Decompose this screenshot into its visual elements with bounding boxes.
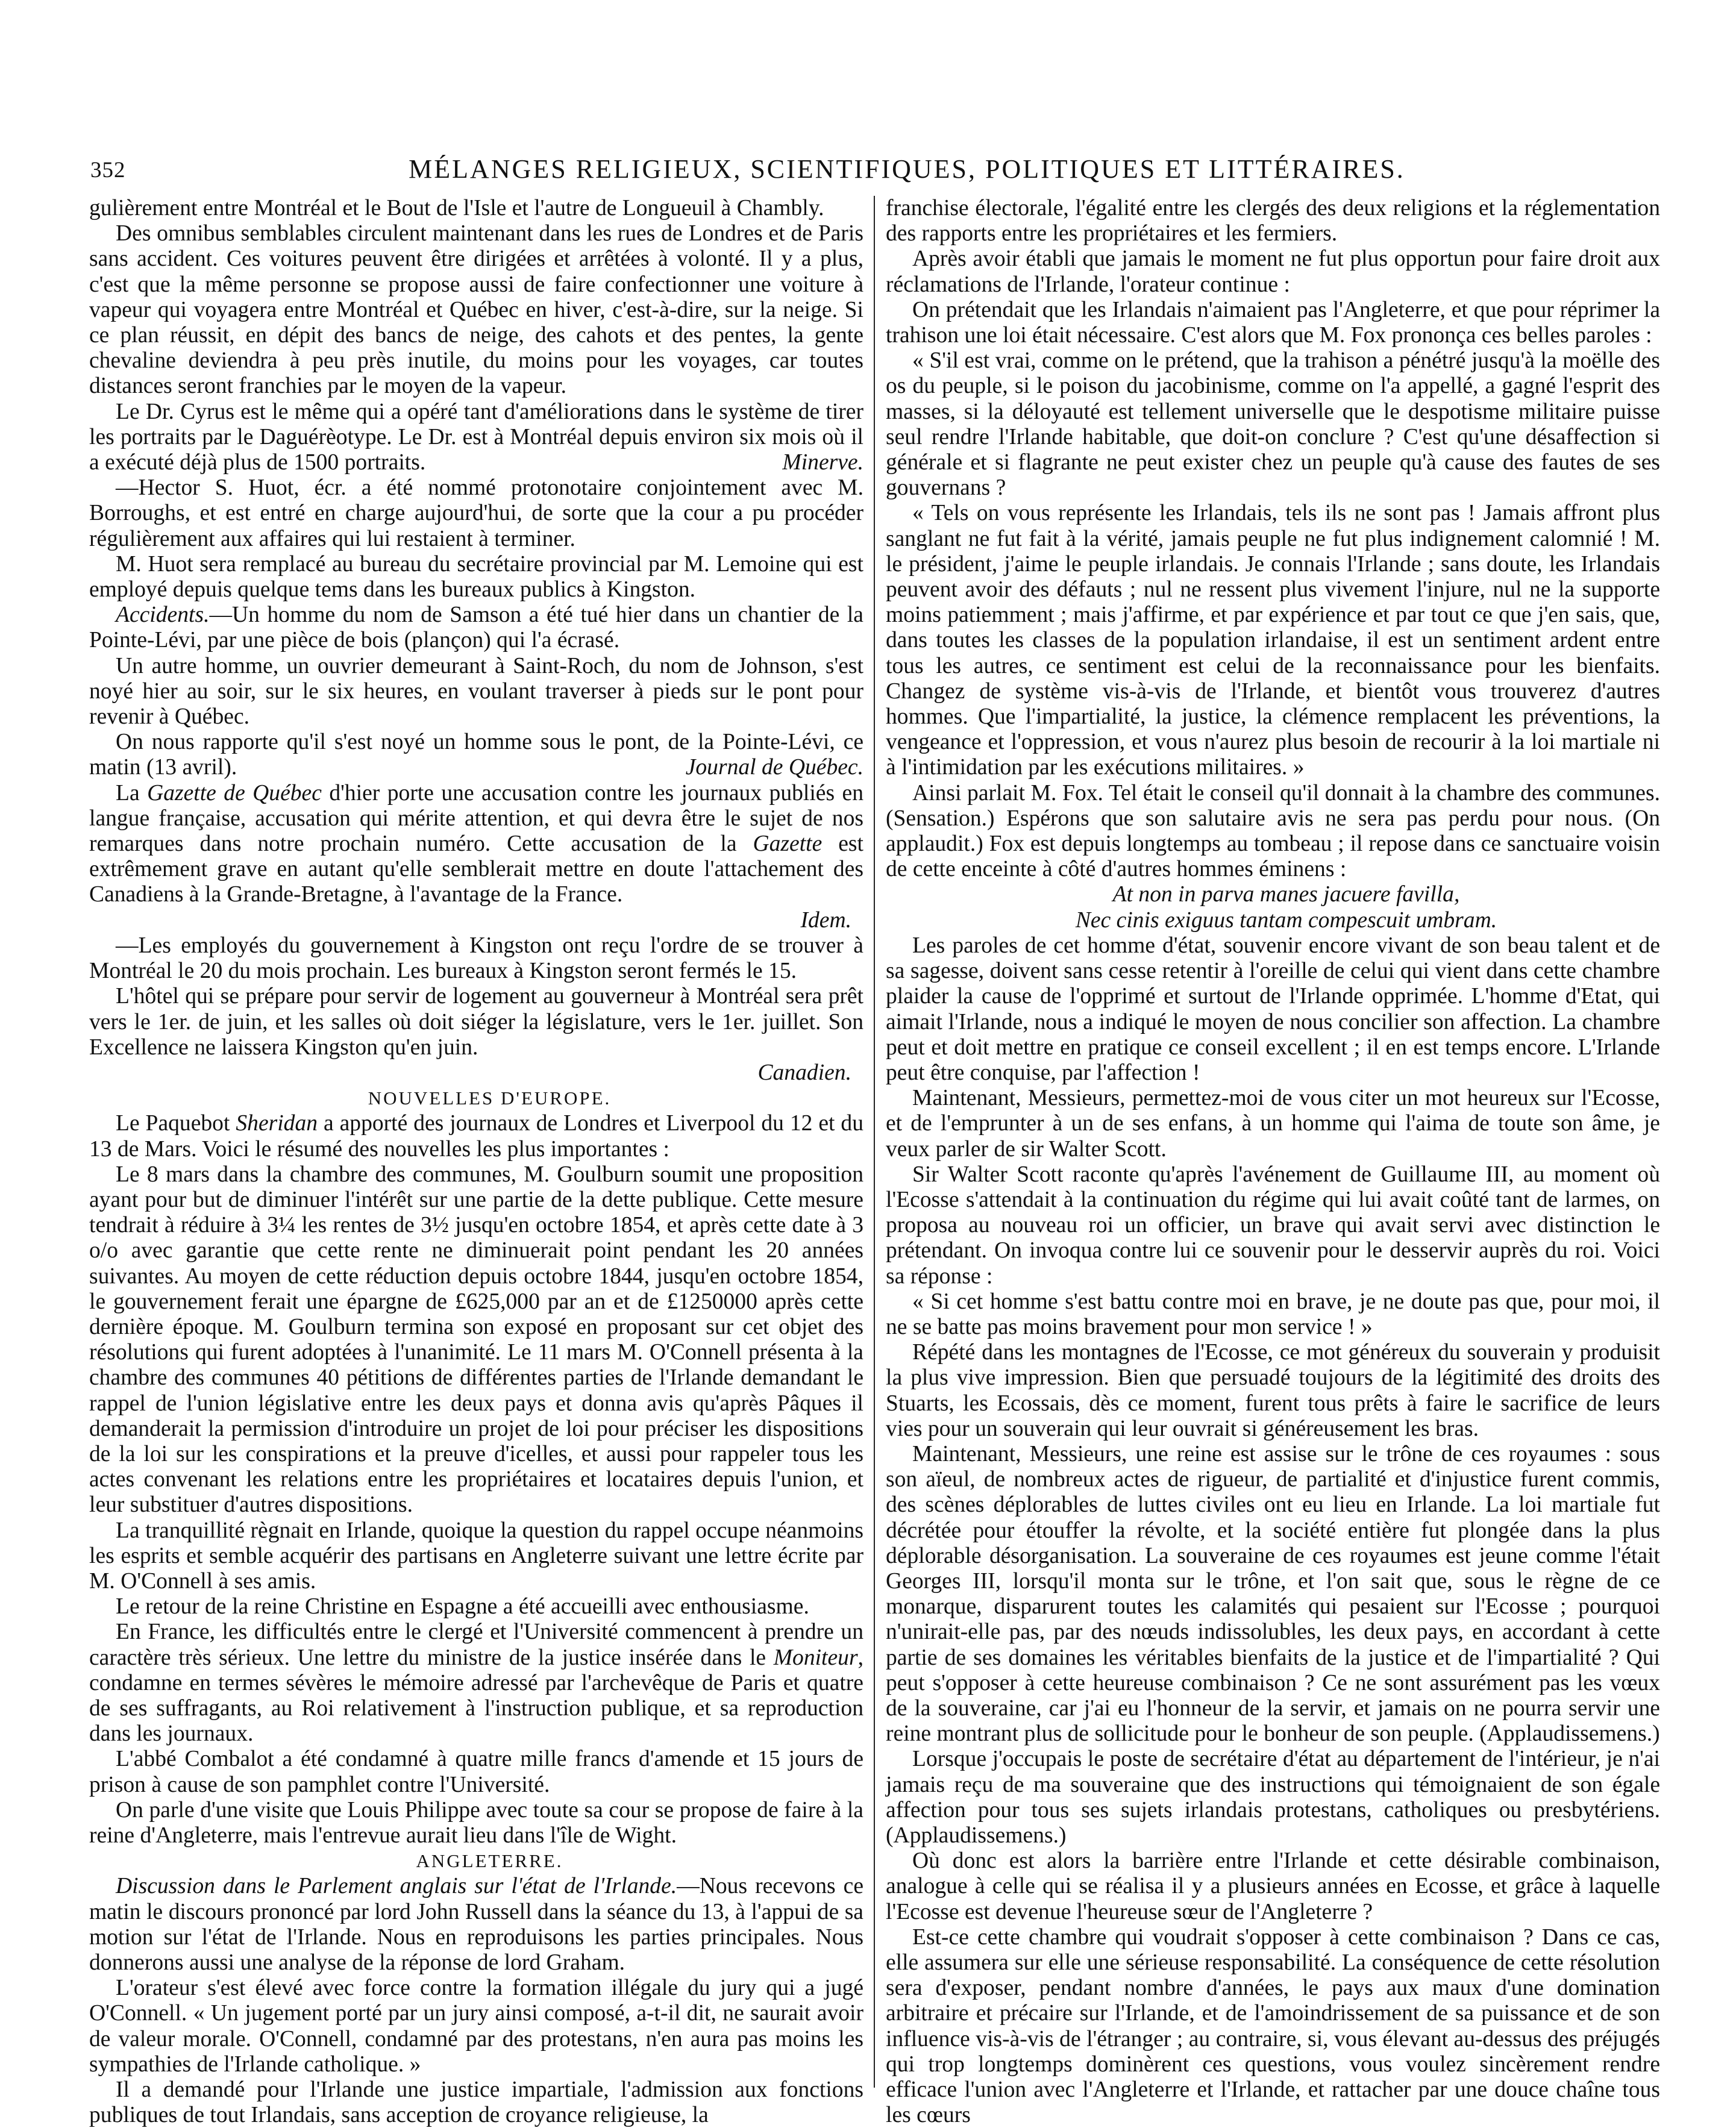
quotation: « Si cet homme s'est battu contre moi en brave, je ne doute pas que, pour moi, il ne se batte pas moins bravement pour mon service ! » bbox=[886, 1289, 1660, 1339]
article-title: Discussion dans le Parlement anglais sur l'état de l'Irlande. bbox=[116, 1874, 677, 1899]
paragraph: L'hôtel qui se prépare pour servir de logement au gouverneur à Montréal sera prêt vers le 1er. de juin, et les salles où doit siéger la législature, vers le 1er. juillet. Son Excellence ne laissera Kingston qu'en juin. bbox=[89, 984, 863, 1060]
latin-verse: At non in parva manes jacuere favilla, bbox=[1112, 882, 1460, 907]
paragraph: Le retour de la reine Christine en Espagne a été accueilli avec enthousiasme. bbox=[116, 1594, 809, 1619]
right-column bbox=[886, 196, 1660, 2128]
paragraph: On prétendait que les Irlandais n'aimaient pas l'Angleterre, et que pour réprimer la trahison une loi était nécessaire. C'est alors que M. Fox prononça ces belles paroles : bbox=[886, 297, 1660, 348]
paragraph-text: a apporté des journaux de Londres et Liverpool du 12 et du 13 de Mars. Voici le résumé des nouvelles les plus importantes : bbox=[89, 1111, 864, 1162]
paragraph-text: En France, les difficultés entre le clergé et l'Université commencent à prendre un caractère très sérieux. Une lettre du ministre de la justice insérée dans le bbox=[89, 1619, 863, 1670]
paragraph: Les paroles de cet homme d'état, souvenir encore vivant de son beau talent et de sa sagesse, doivent sans cesse retentir à l'oreille de celui qui vient dans cette chambre plaider la cause de l'opprimé et surtout de l'Irlande opprimée. L'homme d'Etat, qui aimait l'Irlande, nous a indiqué le moyen de nous concilier son affection. La chambre peut et doit mettre en pratique ce conseil excellent ; il en est temps encore. L'Irlande peut être conquise, par l'affection ! bbox=[886, 933, 1660, 1085]
paragraph: Maintenant, Messieurs, permettez-moi de vous citer un mot heureux sur l'Ecosse, et de l'emprunter à un de ses enfans, à un homme qui l'aima de toute son âme, je veux parler de sir Walter Scott. bbox=[886, 1086, 1660, 1162]
paragraph-text: Le Dr. Cyrus est le même qui a opéré tant d'améliorations dans le système de tirer les portraits par le Daguérèotype. Le Dr. est à Montréal depuis environ six mois où il a exécuté déjà plus de 1500 portraits. bbox=[89, 399, 863, 475]
paragraph: Maintenant, Messieurs, une reine est assise sur le trône de ces royaumes : sous son aïeul, de nombreux actes de rigueur, de partialité et d'injustice furent commis, des scènes déplorables de luttes civiles ont eu lieu en Irlande. La loi martiale fut décrétée pour étouffer la révolte, et la société entière fut plongée dans la plus déplorable désorganisation. La souveraine de ces royaumes est jeune comme l'était Georges III, lorsqu'il monta sur le trône, et l'on sait que, sous le règne de ce monarque, disparurent toutes les calamités qui pesaient sur l'Ecosse ; pourquoi n'unirait-elle pas, par des nœuds indissolubles, les deux pays, en accordant à cette partie de ses domaines les véritables bienfaits de la justice et de l'impartialité ? Qui peut s'opposer à cette heureuse combinaison ? Ce ne sont assurément pas les vœux de la souveraine, car j'ai eu l'honneur de la servir, et jamais on ne pourra servir une reine montrant plus de sollicitude pour le bonheur de son peuple. (Applaudissemens.) bbox=[886, 1441, 1660, 1747]
paragraph: L'orateur s'est élevé avec force contre la formation illégale du jury qui a jugé O'Connell. « Un jugement porté par un jury ainsi composé, a-t-il dit, ne saurait avoir de valeur morale. O'Connell, condamné par des protestans, n'en aura pas moins les sympathies de l'Irlande catholique. » bbox=[89, 1976, 863, 2077]
paragraph: Répété dans les montagnes de l'Ecosse, ce mot généreux du souverain y produisit la plus vive impression. Bien que persuadé toujours de la légitimité des droits des Stuarts, les Ecossais, dès ce moment, furent tous prêts à faire le sacrifice de leurs vies pour un souverain qui leur ouvrait si généreusement les bras. bbox=[886, 1340, 1660, 1441]
paragraph: franchise électorale, l'égalité entre les clergés des deux religions et la réglementation des rapports entre les propriétaires et les fermiers. bbox=[886, 196, 1660, 246]
ship-name: Sheridan bbox=[236, 1111, 318, 1136]
paragraph bbox=[89, 781, 863, 908]
page-header bbox=[90, 154, 1633, 196]
publication-name: Gazette de Québec bbox=[147, 780, 322, 806]
paragraph: L'abbé Combalot a été condamné à quatre mille francs d'amende et 15 jours de prison à cause de son pamphlet contre l'Université. bbox=[89, 1747, 863, 1797]
source-credit: Journal de Québec. bbox=[685, 755, 863, 780]
paragraph: Le 8 mars dans la chambre des communes, M. Goulburn soumit une proposition ayant pour but de diminuer l'intérêt sur une partie de la dette publique. Cette mesure tendrait à réduire à 3¼ les rentes de 3½ jusqu'en octobre 1854, et après cette date à 3 o/o avec garantie que cette rente ne diminuerait point pendant les 20 années suivantes. Au moyen de cette réduction depuis octobre 1844, jusqu'en octobre 1854, le gouvernement ferait une épargne de £625,000 par an et de £1250000 après cette dernière époque. M. Goulburn termina son exposé en proposant sur cet objet des résolutions qui furent adoptées à l'unanimité. Le 11 mars M. O'Connell présenta à la chambre des communes 40 pétitions de différentes parties de l'Irlande demandant le rappel de l'union législative entre les deux pays et donna avis qu'après Pâques il demanderait la permission d'introduire un projet de loi pour préciser les dispositions de la loi sur les conspirations et la preuve d'icelles, et aussi pour rappeler tous les actes convenant les relations entre les propriétaires et locataires depuis l'union, et leur substituer d'autres dispositions. bbox=[89, 1162, 863, 1518]
quotation: « S'il est vrai, comme on le prétend, que la trahison a pénétré jusqu'à la moëlle des os du peuple, si le poison du jacobinisme, comme on l'a appellé, a gagné l'esprit des masses, si la déloyauté est tellement universelle que le despotisme militaire puisse seul rendre l'Irlande habitable, que doit-on conclure ? C'est qu'une désaffection si générale et si flagrante ne peut exister chez un peuple qu'à cause des fautes de ses gouvernans ? bbox=[886, 348, 1660, 501]
paragraph-text: La bbox=[116, 780, 148, 806]
paragraph: Sir Walter Scott raconte qu'après l'avénement de Guillaume III, au moment où l'Ecosse s'attendait à la continuation du régime qui lui avait coûté tant de larmes, on proposa au nouveau roi un officier, un brave qui avait servi avec distinction le prétendant. On invoqua contre lui ce souvenir pour le desservir auprès du roi. Voici sa réponse : bbox=[886, 1162, 1660, 1289]
latin-verse: Nec cinis exiguus tantam compescuit umbram. bbox=[1075, 907, 1497, 933]
paragraph: Lorsque j'occupais le poste de secrétaire d'état au département de l'intérieur, je n'ai jamais reçu de ma souveraine que des instructions qui témoignaient de son égale affection pour tous ses sujets irlandais protestans, catholiques ou presbytériens. (Applaudissemens.) bbox=[886, 1747, 1660, 1848]
paragraph: On parle d'une visite que Louis Philippe avec toute sa cour se propose de faire à la reine d'Angleterre, mais l'entrevue aurait lieu dans l'île de Wight. bbox=[89, 1797, 863, 1848]
paragraph: Un autre homme, un ouvrier demeurant à Saint-Roch, du nom de Johnson, s'est noyé hier au soir, sur le six heures, en voulant traverser à pieds sur le pont pour revenir à Québec. bbox=[89, 653, 863, 730]
paragraph: Des omnibus semblables circulent maintenant dans les rues de Londres et de Paris sans accident. Ces voitures peuvent être dirigées et arrêtées à volonté. Il y a plus, c'est que la même personne se propose aussi de faire confectionner une voiture à vapeur qui voyagera entre Montréal et Québec en hiver, c'est-à-dire, sur la neige. Si ce plan réussit, en dépit des bancs de neige, des cahots et des pentes, la gente chevaline deviendra à peu près inutile, du moins pour les voyages, car toutes distances seront franchies par le moyen de la vapeur. bbox=[89, 221, 863, 399]
paragraph: —Les employés du gouvernement à Kingston ont reçu l'ordre de se trouver à Montréal le 20 du mois prochain. Les bureaux à Kingston seront fermés le 15. bbox=[89, 933, 863, 984]
section-heading: NOUVELLES D'EUROPE. bbox=[368, 1087, 612, 1109]
source-credit: Minerve. bbox=[782, 450, 863, 475]
running-title: MÉLANGES RELIGIEUX, SCIENTIFIQUES, POLITIQUES ET LITTÉRAIRES. bbox=[409, 154, 1405, 184]
publication-name: Moniteur bbox=[773, 1645, 858, 1670]
section-label: Accidents. bbox=[116, 602, 210, 628]
paragraph-text: , condamne en termes sévères le mémoire adressé par l'archevêque de Paris et quatre de ses suffragants, au Roi relativement à l'instruction publique, et sa reproduction dans les journaux. bbox=[89, 1645, 863, 1747]
paragraph: Est-ce cette chambre qui voudrait s'opposer à cette combinaison ? Dans ce cas, elle assumera sur elle une sérieuse responsabilité. La conséquence de cette résolution sera d'exposer, pendant nombre d'années, le pays aux maux d'une domination arbitraire et précaire sur l'Irlande, et de l'amoindrissement de sa puissance et de son influence vis-à-vis de l'étranger ; au contraire, si, vous élevant au-dessus des préjugés qui trop longtemps dominèrent ces questions, vous voulez sincèrement rendre efficace l'union avec l'Angleterre et l'Irlande, et rattacher par une douce chaîne tous les cœurs bbox=[886, 1924, 1660, 2128]
source-credit: Idem. bbox=[800, 907, 851, 933]
left-column bbox=[89, 196, 863, 2128]
paragraph bbox=[89, 602, 863, 653]
quotation: « Tels on vous représente les Irlandais, tels ils ne sont pas ! Jamais affront plus sanglant ne fut fait à la vérité, jamais peuple ne fut plus indignement calomnié ! M. le président, j'aime le peuple irlandais. Je connais l'Irlande ; sans doute, les Irlandais peuvent avoir des défauts ; nul ne ressent plus vivement l'injure, nul ne la supporte moins patiemment ; mais j'affirme, et par expérience et par tout ce que j'en sais, que, dans toutes les classes de la population irlandaise, il est un sentiment ardent entre tous les autres, ce sentiment est celui de la reconnaissance pour les bienfaits. Changez de système vis-à-vis de l'Irlande, et bientôt vous trouverez d'autres hommes. Que l'impartialité, la justice, la clémence remplacent les préventions, la vengeance et l'oppression, et vous n'aurez plus besoin de recourir à la loi martiale ni à l'intimidation par les exécutions militaires. » bbox=[886, 501, 1660, 780]
paragraph: La tranquillité règnait en Irlande, quoique la question du rappel occupe néanmoins les esprits et semble acquérir des partisans en Angleterre suivant une lettre écrite par M. O'Connell à ses amis. bbox=[89, 1518, 863, 1594]
paragraph: Ainsi parlait M. Fox. Tel était le conseil qu'il donnait à la chambre des communes. (Sensation.) Espérons que son salutaire avis ne sera pas perdu pour nous. (On applaudit.) Fox est depuis longtemps au tombeau ; il repose dans ce sanctuaire voisin de cette enceinte à côté d'autres hommes éminens : bbox=[886, 780, 1660, 882]
paragraph: —Hector S. Huot, écr. a été nommé protonotaire conjointement avec M. Borroughs, et est entré en charge aujourd'hui, de sorte que la cour a pu procéder régulièrement aux affaires qui lui restaient à terminer. bbox=[89, 475, 863, 551]
publication-name: Gazette bbox=[753, 831, 823, 857]
paragraph-text: On nous rapporte qu'il s'est noyé un homme sous le pont, de la Pointe-Lévi, ce matin (13 avril). bbox=[89, 730, 863, 780]
paragraph: gulièrement entre Montréal et le Bout de l'Isle et l'autre de Longueuil à Chambly. bbox=[89, 196, 824, 221]
paragraph-text: —Nous recevons ce matin le discours prononcé par lord John Russell dans la séance du 13, à l'appui de sa motion sur l'état de l'Irlande. Nous en reproduisons les parties principales. Nous donnerons aussi une analyse de la réponse de lord Graham. bbox=[89, 1874, 863, 1976]
paragraph bbox=[89, 1874, 863, 1976]
paragraph-text: —Un homme du nom de Samson a été tué hier dans un chantier de la Pointe-Lévi, par une pièce de bois (plançon) qui l'a écrasé. bbox=[89, 602, 863, 653]
page-number: 352 bbox=[90, 158, 126, 183]
section-heading: ANGLETERRE. bbox=[416, 1850, 563, 1872]
column-divider bbox=[874, 196, 875, 2088]
paragraph: Où donc est alors la barrière entre l'Irlande et cette désirable combinaison, analogue à celle qui se réalisa il y a plusieurs années en Ecosse, et grâce à laquelle l'Ecosse est devenue l'heureuse sœur de l'Angleterre ? bbox=[886, 1848, 1660, 1924]
source-credit: Canadien. bbox=[757, 1060, 851, 1085]
paragraph-text: d'hier porte une accusation contre les journaux publiés en langue française, accusation qui mérite attention, et qui devra être le sujet de nos remarques dans notre prochain numéro. Cette accusation de la bbox=[89, 780, 863, 857]
paragraph: Il a demandé pour l'Irlande une justice impartiale, l'admission aux fonctions publiques de tout Irlandais, sans acception de croyance religieuse, la bbox=[89, 2077, 863, 2128]
paragraph-text: Le Paquebot bbox=[116, 1111, 236, 1136]
paragraph bbox=[89, 399, 863, 476]
paragraph: Après avoir établi que jamais le moment ne fut plus opportun pour faire droit aux réclamations de l'Irlande, l'orateur continue : bbox=[886, 246, 1660, 297]
paragraph bbox=[89, 1619, 863, 1747]
paragraph bbox=[89, 1111, 863, 1162]
paragraph: M. Huot sera remplacé au bureau du secrétaire provincial par M. Lemoine qui est employé depuis quelque tems dans les bureaux publics à Kingston. bbox=[89, 551, 863, 602]
paragraph-text: est extrêmement grave en autant qu'elle semblerait mettre en doute l'attachement des Canadiens à la Grande-Bretagne, à l'avantage de la France. bbox=[89, 831, 863, 907]
paragraph bbox=[89, 730, 863, 780]
